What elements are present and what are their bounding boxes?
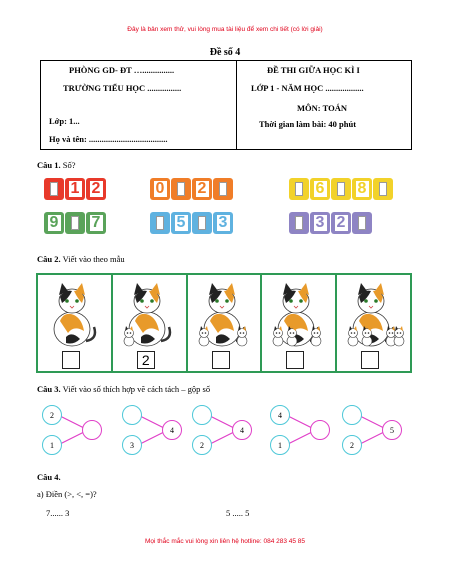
number-bond	[190, 403, 260, 457]
blank-tile[interactable]	[352, 212, 372, 234]
number-sequence	[150, 178, 233, 200]
question-3-text: Viết vào số thích hợp vẽ cách tách – gộp số	[62, 384, 211, 394]
header-class: Lớp: 1...	[49, 116, 80, 126]
blank-tile[interactable]	[171, 178, 191, 200]
answer-box[interactable]	[62, 351, 80, 369]
header-subject: MÔN: TOÁN	[297, 103, 347, 113]
bond-part-top[interactable]	[122, 405, 142, 425]
question-1-heading	[37, 160, 76, 170]
header-duration: Thời gian làm bài: 40 phút	[259, 119, 357, 129]
tile-digit: 3	[314, 215, 327, 231]
question-4-label: Câu 4.	[37, 472, 61, 482]
preview-banner: Đây là bản xem thử, vui lòng mua tài liệu để xem chi tiết (có lời giải)	[127, 26, 323, 33]
tile-blank-slot[interactable]	[177, 182, 185, 196]
question-2-cat-table	[36, 273, 412, 373]
bond-part-top[interactable]: 2	[42, 405, 62, 425]
number-sequence	[150, 212, 233, 234]
number-tile	[65, 178, 85, 200]
header-left-col	[41, 61, 237, 149]
blank-tile[interactable]	[331, 178, 351, 200]
header-right-col	[237, 61, 411, 149]
number-bond	[120, 403, 190, 457]
blank-tile[interactable]	[373, 178, 393, 200]
header-grade-year: LỚP 1 - NĂM HỌC ..................	[251, 83, 364, 93]
number-tile	[86, 178, 106, 200]
bond-part-top[interactable]: 4	[270, 405, 290, 425]
tile-digit: 9	[48, 215, 61, 231]
tile-digit: 8	[356, 181, 369, 197]
number-tile	[310, 212, 330, 234]
tile-blank-slot[interactable]	[295, 182, 303, 196]
cat-family-illustration	[343, 281, 405, 349]
cat-cell	[38, 275, 113, 371]
number-tile	[213, 212, 233, 234]
cat-cell	[262, 275, 337, 371]
question-3-heading	[37, 384, 210, 394]
compare-item-2: 5 ..... 5	[226, 508, 250, 518]
tile-blank-slot[interactable]	[50, 182, 58, 196]
number-sequence	[44, 178, 106, 200]
number-bond	[268, 403, 338, 457]
page-title: Đề số 4	[209, 47, 241, 58]
question-4-heading	[37, 472, 61, 482]
cat-cell	[113, 275, 188, 371]
tile-blank-slot[interactable]	[198, 216, 206, 230]
bond-whole[interactable]: 4	[232, 420, 252, 440]
number-tile	[150, 178, 170, 200]
answer-box[interactable]	[361, 351, 379, 369]
bond-part-bottom[interactable]: 2	[192, 435, 212, 455]
bond-part-bottom[interactable]: 3	[122, 435, 142, 455]
header-department: PHÒNG GD- ĐT …...............	[69, 65, 175, 75]
tile-blank-slot[interactable]	[358, 216, 366, 230]
bond-whole[interactable]	[310, 420, 330, 440]
number-bond	[40, 403, 110, 457]
question-1-label: Câu 1.	[37, 160, 61, 170]
number-tile	[86, 212, 106, 234]
blank-tile[interactable]	[150, 212, 170, 234]
number-tile	[352, 178, 372, 200]
question-2-heading	[37, 254, 125, 264]
tile-digit: 2	[335, 215, 348, 231]
question-1-text: Số?	[62, 160, 76, 170]
number-tile	[192, 178, 212, 200]
number-sequence	[289, 178, 393, 200]
number-sequence	[289, 212, 372, 234]
bond-part-top[interactable]	[342, 405, 362, 425]
number-sequence	[44, 212, 106, 234]
tile-blank-slot[interactable]	[337, 182, 345, 196]
cat-family-illustration	[44, 281, 106, 349]
cat-family-illustration	[268, 281, 330, 349]
header-student-name: Họ và tên: .....................................	[49, 134, 168, 144]
bond-part-top[interactable]	[192, 405, 212, 425]
tile-blank-slot[interactable]	[295, 216, 303, 230]
bond-part-bottom[interactable]: 1	[42, 435, 62, 455]
tile-digit: 1	[69, 181, 82, 197]
question-2-text: Viết vào theo mẫu	[62, 254, 125, 264]
cat-family-illustration	[119, 281, 181, 349]
question-2-label: Câu 2.	[37, 254, 61, 264]
tile-digit: 2	[196, 181, 209, 197]
tile-digit: 5	[175, 215, 188, 231]
question-4a-instruction: a) Điền (>, <, =)?	[37, 489, 97, 499]
bond-part-bottom[interactable]: 2	[342, 435, 362, 455]
blank-tile[interactable]	[289, 178, 309, 200]
answer-box[interactable]: 2	[137, 351, 155, 369]
tile-blank-slot[interactable]	[219, 182, 227, 196]
blank-tile[interactable]	[192, 212, 212, 234]
number-tile	[44, 212, 64, 234]
bond-whole[interactable]: 5	[382, 420, 402, 440]
answer-box[interactable]	[286, 351, 304, 369]
tile-digit: 3	[217, 215, 230, 231]
tile-digit: 6	[314, 181, 327, 197]
question-3-label: Câu 3.	[37, 384, 61, 394]
tile-blank-slot[interactable]	[71, 216, 79, 230]
header-exam-title: ĐỀ THI GIỮA HỌC KÌ I	[267, 65, 360, 75]
tile-digit: 7	[90, 215, 103, 231]
exam-header-table	[40, 60, 412, 150]
cat-family-illustration	[194, 281, 256, 349]
answer-box[interactable]	[212, 351, 230, 369]
hotline-footer: Mọi thắc mắc vui lòng xin liên hệ hotline: 084 283 45 85	[144, 538, 306, 545]
number-bond	[340, 403, 410, 457]
tile-digit: 0	[154, 181, 167, 197]
blank-tile[interactable]	[289, 212, 309, 234]
bond-part-bottom[interactable]: 1	[270, 435, 290, 455]
blank-tile[interactable]	[65, 212, 85, 234]
compare-item-1: 7...... 3	[46, 508, 70, 518]
cat-cell	[337, 275, 410, 371]
tile-blank-slot[interactable]	[156, 216, 164, 230]
blank-tile[interactable]	[44, 178, 64, 200]
bond-whole[interactable]: 4	[162, 420, 182, 440]
number-tile	[171, 212, 191, 234]
tile-digit: 2	[90, 181, 103, 197]
header-school: TRƯỜNG TIỂU HỌC ................	[63, 83, 182, 93]
number-tile	[310, 178, 330, 200]
tile-blank-slot[interactable]	[379, 182, 387, 196]
blank-tile[interactable]	[213, 178, 233, 200]
cat-cell	[188, 275, 263, 371]
number-tile	[331, 212, 351, 234]
bond-whole[interactable]	[82, 420, 102, 440]
